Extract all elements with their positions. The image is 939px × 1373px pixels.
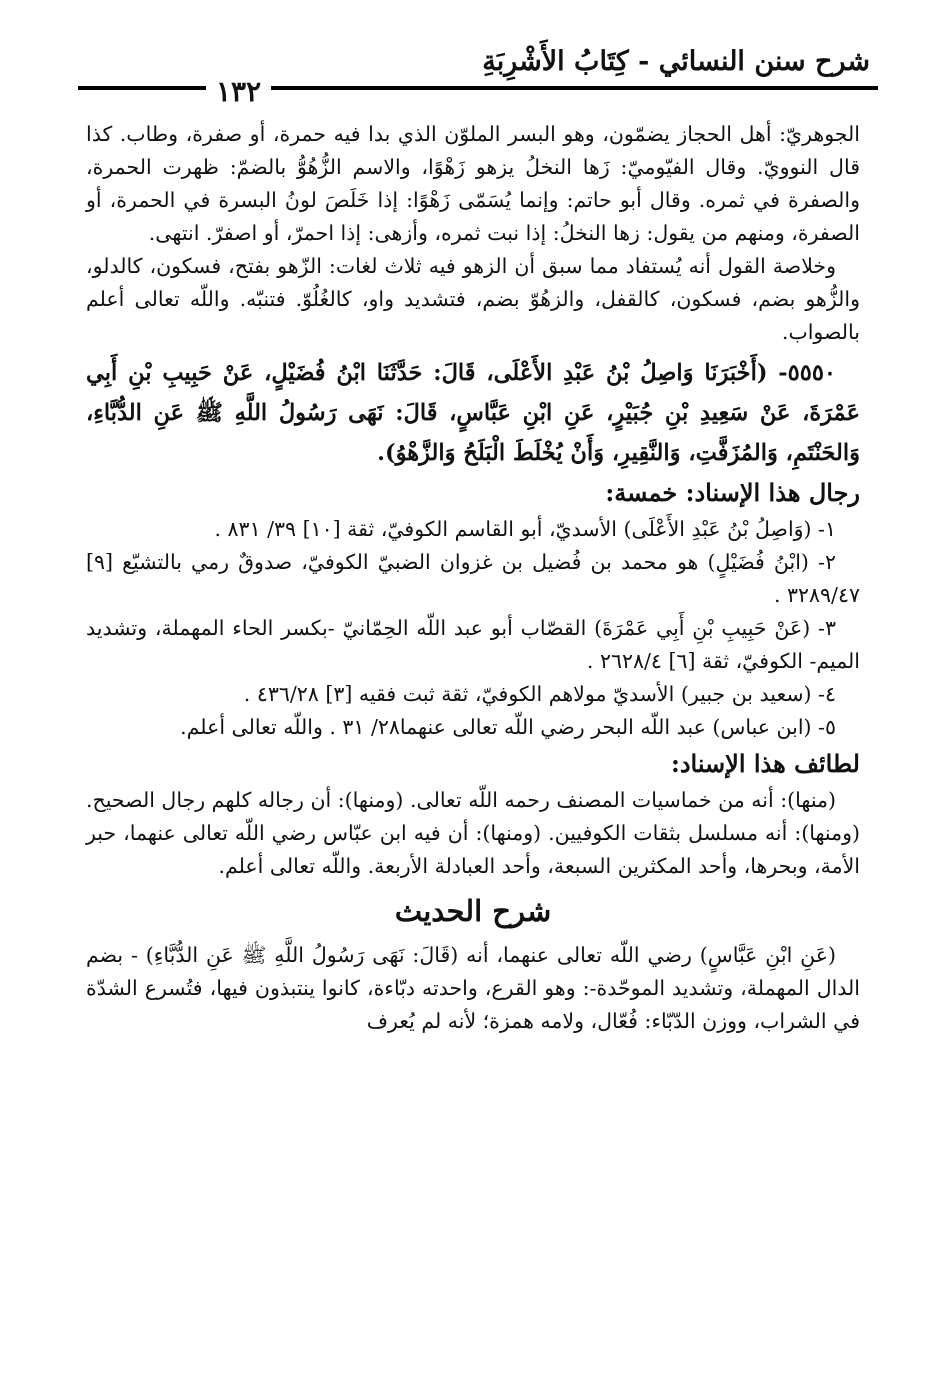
narrator-item: ٢- (ابْنُ فُضَيْلٍ) هو محمد بن فُضيل بن غزوان الضبيّ الكوفيّ، صدوقٌ رمي بالتشيّع [٩] ٣٢٨٩/٤٧ . [86, 550, 860, 607]
subtleties-heading: لطائف هذا الإسناد: [670, 749, 860, 778]
running-header [78, 38, 878, 108]
header-rule [78, 86, 878, 90]
narrator-item: ٤- (سعيد بن جبير) الأسديّ مولاهم الكوفيّ، ثقة ثبت فقيه [٣] ٤٣٦/٢٨ . [243, 682, 836, 706]
paragraph-definition: الجوهريّ: أهل الحجاز يضمّون، وهو البسر الملوّن الذي بدا فيه حمرة، أو صفرة، وطاب. كذا قال النوويّ. وقال الفيّوميّ: زَها النخلُ يزهو زَهْوًا، والاسم الزُّهُوُّ بالضمّ: ظهرت الحمرة، والصفرة في ثمره. وقال أبو حاتم: وإنما يُسَمّى زَهْوًا: إذا خَلَصَ لونُ البسرة في الحمرة، أو الصفرة، ومنهم من يقول: زها النخلُ: إذا نبت ثمره، وأزهى: إذا احمرّ، أو اصفرّ. انتهى. [86, 122, 860, 245]
hadith-text: ٥٥٥٠- (أَخْبَرَنَا وَاصِلُ بْنُ عَبْدِ الأَعْلَى، قَالَ: حَدَّثَنَا ابْنُ فُضَيْلٍ، عَنْ حَبِيبِ بْنِ أَبِي عَمْرَةَ، عَنْ سَعِيدِ بْنِ جُبَيْرٍ، عَنِ ابْنِ عَبَّاسٍ، قَالَ: نَهَى رَسُولُ اللَّهِ ﷺ عَنِ الدُّبَّاءِ، وَالحَنْتَمِ، وَالمُزَفَّتِ، وَالنَّقِيرِ، وَأَنْ يُخْلَطَ الْبَلَحُ وَالزَّهْوُ). [86, 360, 860, 466]
narrators-heading: رجال هذا الإسناد: خمسة: [605, 478, 860, 507]
subtleties-paragraph: (منها): أنه من خماسيات المصنف رحمه اللّه تعالى. (ومنها): أن رجاله كلهم رجال الصحيح. (ومنها): أنه مسلسل بثقات الكوفيين. (ومنها): أن فيه ابن عبّاس رضي اللّه تعالى عنهما، حبر الأمة، وبحرها، وأحد المكثرين السبعة، وأحد العبادلة الأربعة. واللّه تعالى أعلم. [86, 788, 860, 878]
narrator-item: ٥- (ابن عباس) عبد اللّه البحر رضي اللّه تعالى عنهما٢٨/ ٣١ . واللّه تعالى أعلم. [180, 715, 836, 739]
header-title: شرح سنن النسائي - كِتَابُ الأَشْرِبَةِ [482, 46, 870, 77]
commentary-paragraph: (عَنِ ابْنِ عَبَّاسٍ) رضي اللّه تعالى عنهما، أنه (قَالَ: نَهَى رَسُولُ اللَّهِ ﷺ عَنِ الدُّبَّاءِ) - بضم الدال المهملة، وتشديد الموحّدة-: وهو القرع، واحدته دبّاءة، كانوا ينتبذون فيها، فتُسرع الشدّة في الشراب، ووزن الدّبّاء: فُعّال، ولامه همزة؛ لأنه لم يُعرف [86, 943, 860, 1033]
narrator-item: ٣- (عَنْ حَبِيبِ بْنِ أَبِي عَمْرَةَ) القصّاب أبو عبد اللّه الحِمّانيّ -بكسر الحاء المهملة، وتشديد الميم- الكوفيّ، ثقة [٦] ٢٦٢٨/٤ . [86, 616, 860, 673]
narrator-item: ١- (وَاصِلُ بْنُ عَبْدِ الأَعْلَى) الأسديّ، أبو القاسم الكوفيّ، ثقة [١٠] ٣٩/ ٨٣١ . [214, 517, 836, 541]
page-number: ١٣٢ [206, 74, 271, 110]
paragraph-summary: وخلاصة القول أنه يُستفاد مما سبق أن الزهو فيه ثلاث لغات: الزّهو بفتح، فسكون، كالدلو، والزُّهو بضم، فسكون، كالقفل، والزهُوّ بضم، فتشديد واو، كالغُلُوّ. فتنبّه. واللّه تعالى أعلم بالصواب. [86, 254, 860, 344]
page-body [86, 118, 860, 1038]
section-title: شرح الحديث [394, 894, 552, 928]
